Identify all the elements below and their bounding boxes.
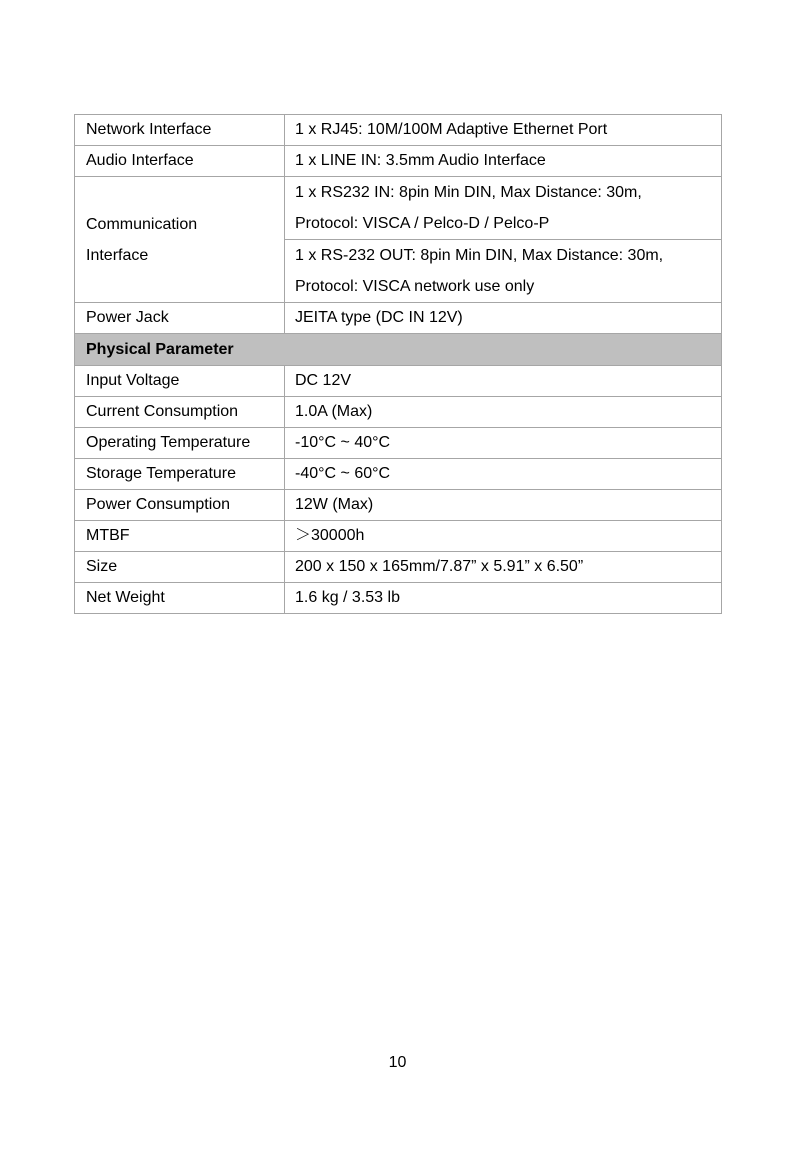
spec-value-line: Protocol: VISCA network use only — [295, 278, 535, 295]
spec-value-line: Protocol: VISCA / Pelco-D / Pelco-P — [295, 215, 550, 232]
spec-value: -40°C ~ 60°C — [285, 459, 722, 490]
spec-value: 1.6 kg / 3.53 lb — [285, 583, 722, 614]
spec-value-line: 1 x RS232 IN: 8pin Min DIN, Max Distance: 30m, — [295, 184, 642, 201]
section-title: Physical Parameter — [75, 334, 722, 366]
spec-value: DC 12V — [285, 366, 722, 397]
table-row — [75, 146, 722, 177]
section-header-row — [75, 334, 722, 366]
spec-value: 12W (Max) — [285, 490, 722, 521]
spec-label: Network Interface — [75, 115, 285, 146]
spec-value-rs232-in — [285, 177, 722, 240]
spec-value: JEITA type (DC IN 12V) — [285, 303, 722, 334]
spec-label: Power Jack — [75, 303, 285, 334]
table-row — [75, 583, 722, 614]
spec-label: MTBF — [75, 521, 285, 552]
spec-label: Power Consumption — [75, 490, 285, 521]
table-row — [75, 177, 722, 240]
spec-value: 1 x LINE IN: 3.5mm Audio Interface — [285, 146, 722, 177]
spec-label: Storage Temperature — [75, 459, 285, 490]
spec-label-line: Interface — [86, 246, 149, 264]
table-row — [75, 115, 722, 146]
spec-value: 1.0A (Max) — [285, 397, 722, 428]
table-row — [75, 366, 722, 397]
spec-label: Size — [75, 552, 285, 583]
table-row — [75, 397, 722, 428]
table-row — [75, 490, 722, 521]
spec-value: -10°C ~ 40°C — [285, 428, 722, 459]
spec-label: Net Weight — [75, 583, 285, 614]
spec-value-rs232-out — [285, 240, 722, 303]
table-row — [75, 428, 722, 459]
spec-label: Input Voltage — [75, 366, 285, 397]
spec-label-communication — [75, 177, 285, 303]
spec-label-line: Communication — [86, 215, 198, 233]
table-row — [75, 552, 722, 583]
spec-value: 1 x RJ45: 10M/100M Adaptive Ethernet Port — [285, 115, 722, 146]
table-row — [75, 459, 722, 490]
table-row — [75, 303, 722, 334]
spec-label: Current Consumption — [75, 397, 285, 428]
specification-table — [74, 114, 722, 614]
spec-value: 200 x 150 x 165mm/7.87” x 5.91” x 6.50” — [285, 552, 722, 583]
page-number: 10 — [388, 1054, 407, 1071]
spec-value: ＞30000h — [285, 521, 722, 552]
spec-label: Audio Interface — [75, 146, 285, 177]
table-row — [75, 521, 722, 552]
spec-value-line: 1 x RS-232 OUT: 8pin Min DIN, Max Distance: 30m, — [295, 247, 664, 264]
spec-label: Operating Temperature — [75, 428, 285, 459]
